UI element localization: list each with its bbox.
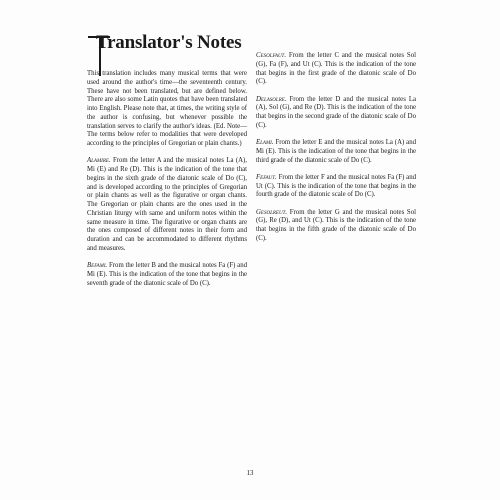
term-entry-elami <box>256 139 416 165</box>
intro-paragraph: This translation includes many musical terms that were used around the author's time—the seventeenth century. These have not been translated, but are defined below. There are also some Latin quotes that have been translated into English. Please note that, at times, the writing style of the author is confusing, but whenever possible the translation serves to clarify the author's ideas. (Ed. Note—The terms below refer to modalities that were developed according to the principles of Gregorian or plain chants.) <box>87 70 247 147</box>
term-entry-alamire <box>87 157 247 253</box>
term-definition: From the letter B and the musical notes Fa (F) and Mi (E). This is the indication of the tone that begins in the seventh grade of the diatonic scale of Do (C). <box>87 262 247 287</box>
term-definition: From the letter F and the musical notes Fa (F) and Ut (C). This is the indication of the tone that begins in the fourth grade of the diatonic scale of Do (C). <box>256 173 416 199</box>
term-name: Alamire. <box>87 157 111 165</box>
term-definition: From the letter A and the musical notes La (A), Mi (E) and Re (D). This is the indication of the tone that begins in the sixth grade of the diatonic scale of Do (C), and is developed according to the principles of Gregorian or plain chants as well as the figurative or organ chants. The Gregorian or plain chants are the ones used in the Christian liturgy with same and uniform notes within the same measure in time. The figurative or organ chants are the ones composed of different notes in their form and duration and can be accommodated to different rhythms and measures. <box>87 157 247 252</box>
term-entry-delasolre <box>256 96 416 131</box>
term-entry-fefaut <box>256 174 416 200</box>
page-number: 13 <box>246 470 254 477</box>
page-title: Translator's Notes <box>96 32 242 53</box>
term-entry-gesolreut <box>256 209 416 244</box>
term-name: Delasolre. <box>256 95 287 103</box>
term-name: Fefaut. <box>256 173 277 181</box>
term-definition: From the letter G and the musical notes Sol (G), Re (D), and Ut (C). This is the indication of the tone that begins in the fifth grade of the diatonic scale of Do (C). <box>256 208 416 242</box>
term-entry-cesolfaut <box>256 52 416 87</box>
term-name: Befami. <box>87 262 108 269</box>
term-entry-befami <box>87 262 247 288</box>
term-definition: From the letter C and the musical notes Sol (G), Fa (F), and Ut (C). This is the indication of the tone that begins in the first grade of the diatonic scale of Do (C). <box>256 52 416 86</box>
term-definition: From the letter E and the musical notes La (A) and Mi (E). This is the indication of the tone that begins in the third grade of the diatonic scale of Do (C). <box>256 139 416 164</box>
term-name: Elami. <box>256 139 274 146</box>
term-name: Cesolfaut. <box>256 52 287 59</box>
right-column <box>256 52 416 252</box>
term-definition: From the letter D and the musical notes La (A), Sol (G), and Re (D). This is the indication of the tone that begins in the second grade of the diatonic scale of Do (C). <box>256 95 416 129</box>
term-name: Gesolreut. <box>256 208 288 216</box>
left-column <box>87 70 247 297</box>
